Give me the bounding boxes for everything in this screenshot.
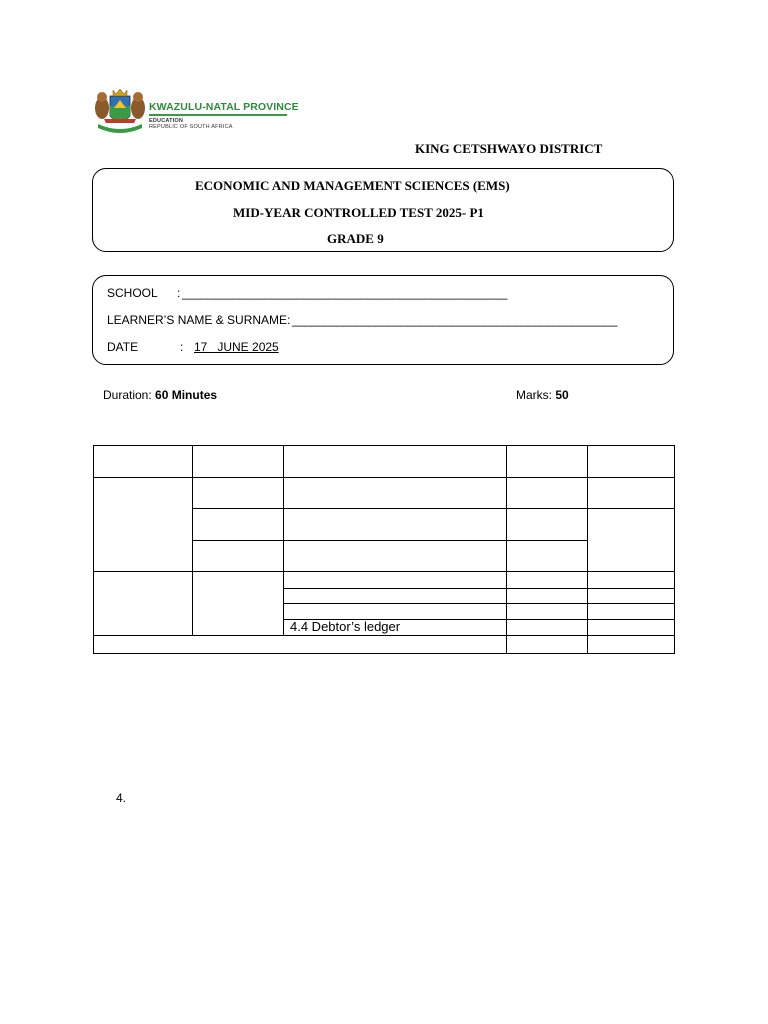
school-row [107, 286, 508, 300]
name-label: LEARNER’S NAME & SURNAME: [107, 313, 291, 327]
subject-title: ECONOMIC AND MANAGEMENT SCIENCES (EMS) [195, 178, 510, 193]
marks-label: Marks: [516, 388, 552, 402]
logo-divider [149, 114, 287, 116]
country-name: REPUBLIC OF SOUTH AFRICA [149, 123, 233, 130]
province-name: KWAZULU-NATAL PROVINCE [149, 101, 299, 113]
grade-title: GRADE 9 [327, 231, 384, 246]
school-field[interactable]: ___________________________________________________ [182, 286, 508, 300]
logo-text [149, 101, 309, 130]
marks [516, 388, 569, 402]
question-number: 4. [116, 791, 127, 805]
marks-value: 50 [555, 388, 569, 402]
school-colon: : [177, 286, 181, 300]
date-colon: : [180, 340, 184, 354]
title-box [92, 168, 674, 252]
name-field[interactable]: ___________________________________________________ [292, 313, 618, 327]
kzn-coat-of-arms-icon [92, 86, 148, 136]
duration-value: 60 Minutes [155, 388, 218, 402]
school-label: SCHOOL [107, 286, 158, 300]
test-title: MID-YEAR CONTROLLED TEST 2025- P1 [233, 205, 484, 220]
duration-label: Duration: [103, 388, 152, 402]
table-cell-debtors-ledger: 4.4 Debtor’s ledger [290, 619, 401, 634]
date-row [107, 340, 279, 354]
learner-info-box [92, 275, 674, 365]
department-name: EDUCATION [149, 117, 184, 124]
district-name: KING CETSHWAYO DISTRICT [415, 141, 603, 156]
name-row [107, 313, 618, 327]
date-value: 17 JUNE 2025 [194, 340, 279, 354]
duration [103, 388, 217, 402]
date-label: DATE [107, 340, 139, 354]
